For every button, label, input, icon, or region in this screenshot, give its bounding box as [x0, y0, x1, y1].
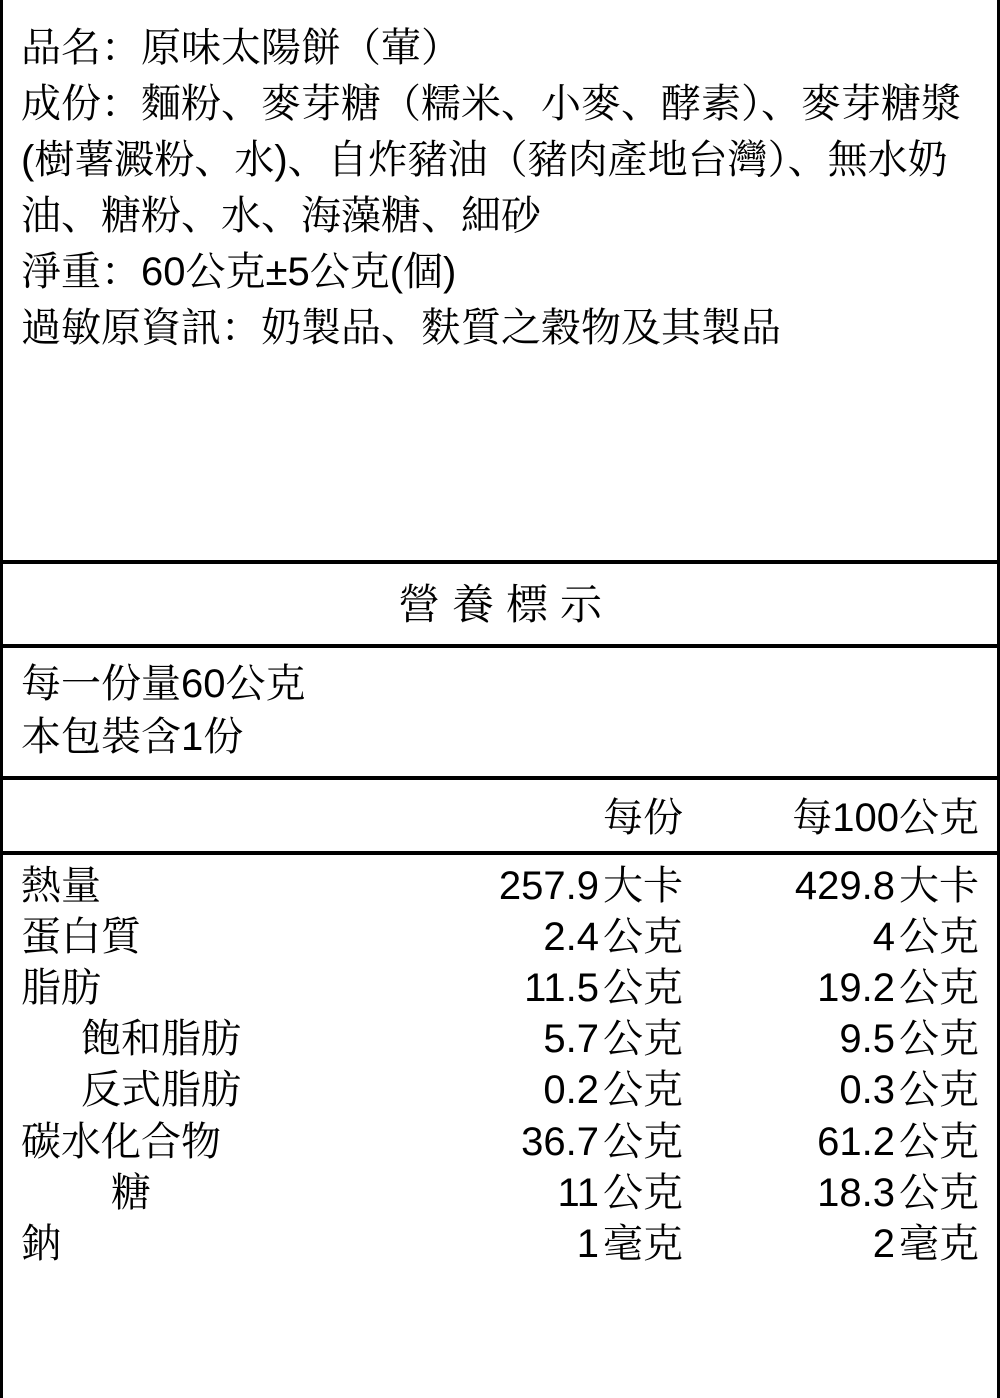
- nutrient-per-100g: [701, 1168, 997, 1219]
- nutrient-per-100g: [701, 1014, 997, 1065]
- nutrient-name: 脂肪: [21, 965, 101, 1010]
- value: 9.5: [839, 1017, 895, 1062]
- value: 4: [872, 914, 895, 959]
- table-row: [3, 861, 997, 912]
- unit: 公克: [603, 1119, 683, 1164]
- unit: 公克: [603, 914, 683, 959]
- table-row: [3, 1219, 997, 1270]
- nutrient-per-serving: [403, 963, 701, 1014]
- value: 19.2: [817, 965, 895, 1010]
- nutrient-name: 飽和脂肪: [81, 1017, 241, 1062]
- unit: 毫克: [603, 1221, 683, 1266]
- value: 36.7: [521, 1119, 599, 1164]
- unit: 公克: [899, 1170, 979, 1215]
- value: 257.9: [498, 863, 599, 908]
- unit: 公克: [603, 965, 683, 1010]
- nutrient-name: 蛋白質: [21, 914, 141, 959]
- unit: 公克: [603, 1068, 683, 1113]
- nutrient-per-100g: [701, 1117, 997, 1168]
- unit: 公克: [899, 1068, 979, 1113]
- value: 61.2: [817, 1119, 895, 1164]
- nutrient-per-100g: [701, 912, 997, 963]
- nutrition-panel-title: 營養標示: [3, 564, 997, 648]
- unit: 公克: [899, 1119, 979, 1164]
- nutrient-per-100g: [701, 861, 997, 912]
- nutrient-per-serving: [403, 1065, 701, 1116]
- table-row: [3, 1117, 997, 1168]
- nutrient-per-serving: [403, 912, 701, 963]
- value: 1: [576, 1221, 599, 1266]
- value: 11: [557, 1170, 599, 1215]
- unit: 公克: [603, 1170, 683, 1215]
- nutrient-name: 熱量: [21, 863, 101, 908]
- unit: 大卡: [899, 863, 979, 908]
- unit: 毫克: [899, 1221, 979, 1266]
- product-info-block: [3, 0, 997, 560]
- serving-size-text: 每一份量60公克: [21, 662, 306, 706]
- value: 429.8: [794, 863, 895, 908]
- column-header-per-serving: 每份: [603, 795, 683, 840]
- nutrient-per-serving: [403, 1168, 701, 1219]
- nutrient-per-serving: [403, 1117, 701, 1168]
- net-weight-line: 淨重：60公克±5公克(個): [21, 250, 457, 294]
- ingredients-line: 成份：麵粉、麥芽糖（糯米、小麥、酵素）、麥芽糖漿(樹薯澱粉、水)、自炸豬油（豬肉產地台灣）、無水奶油、糖粉、水、海藻糖、細砂: [21, 82, 961, 238]
- nutrition-panel: [3, 560, 997, 1398]
- table-row: [3, 912, 997, 963]
- unit: 大卡: [603, 863, 683, 908]
- allergen-line: 過敏原資訊：奶製品、麩質之穀物及其製品: [21, 306, 781, 350]
- column-header-per-100g: 每100公克: [792, 795, 979, 840]
- nutrient-per-100g: [701, 1219, 997, 1270]
- table-row: [3, 1014, 997, 1065]
- table-row: [3, 1168, 997, 1219]
- nutrient-per-serving: [403, 1219, 701, 1270]
- servings-per-container-text: 本包裝含1份: [21, 714, 244, 759]
- nutrient-name: 碳水化合物: [21, 1119, 221, 1164]
- nutrient-name: 反式脂肪: [81, 1068, 241, 1113]
- value: 0.3: [839, 1068, 895, 1113]
- table-row: [3, 1065, 997, 1116]
- product-name-line: 品名：原味太陽餅（葷）: [21, 26, 461, 70]
- value: 18.3: [817, 1170, 895, 1215]
- nutrient-per-serving: [403, 1014, 701, 1065]
- unit: 公克: [899, 1017, 979, 1062]
- serving-info-block: [3, 648, 997, 780]
- value: 11.5: [524, 965, 599, 1010]
- value: 0.2: [543, 1068, 599, 1113]
- nutrient-per-100g: [701, 1065, 997, 1116]
- column-header-nutrient: [3, 786, 403, 843]
- table-row: [3, 963, 997, 1014]
- unit: 公克: [603, 1017, 683, 1062]
- value: 5.7: [543, 1017, 599, 1062]
- nutrient-name: 糖: [111, 1170, 151, 1215]
- nutrient-name: 鈉: [21, 1221, 61, 1266]
- value: 2.4: [543, 914, 599, 959]
- nutrition-rows: [3, 855, 997, 1271]
- nutrient-per-100g: [701, 963, 997, 1014]
- value: 2: [872, 1221, 895, 1266]
- nutrition-column-headers: [3, 780, 997, 855]
- nutrient-per-serving: [403, 861, 701, 912]
- unit: 公克: [899, 965, 979, 1010]
- unit: 公克: [899, 914, 979, 959]
